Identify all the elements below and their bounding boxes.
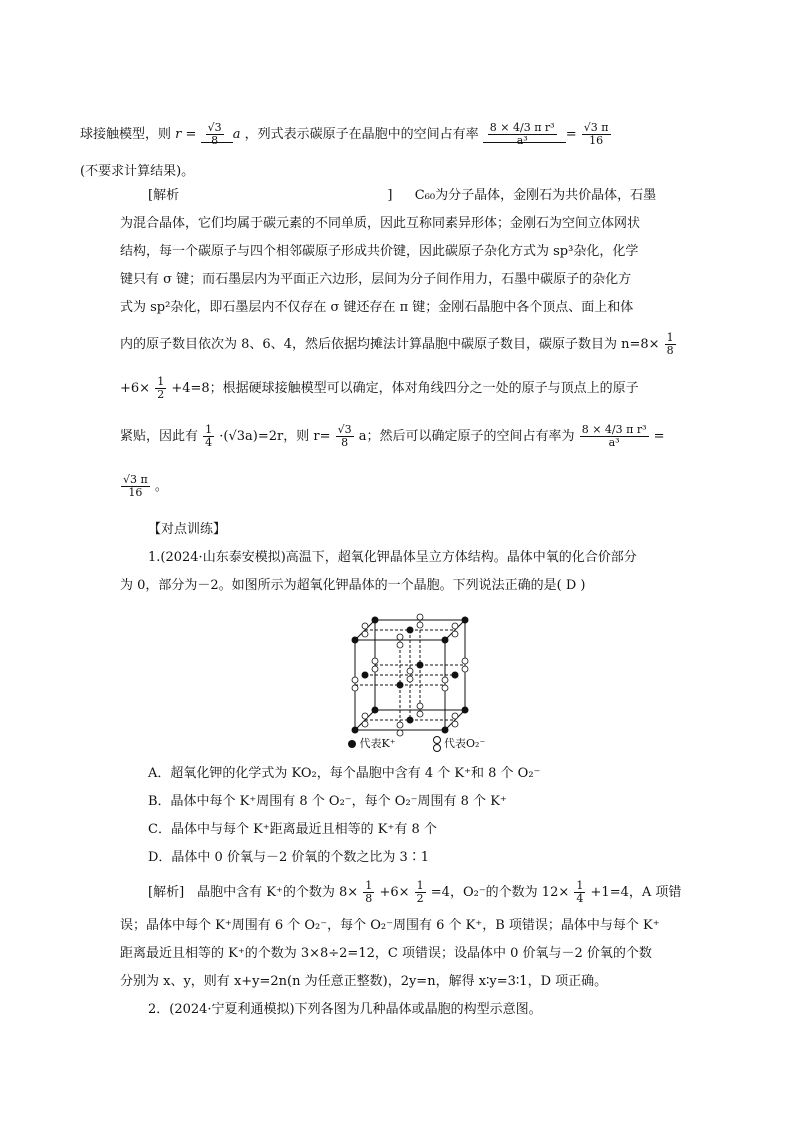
k-ion-icon [348, 740, 356, 748]
text-line: +6× $\frac{1}{2}$ +4=8；根据硬球接触模型可以确定，体对角线四分之一处的原子与顶点上的原子 [120, 375, 639, 401]
option-b: B．晶体中每个 K⁺周围有 8 个 O₂⁻，每个 O₂⁻周围有 8 个 K⁺ [148, 794, 507, 809]
analysis-line: [解析 ] C₆₀为分子晶体，金刚石为共价晶体，石墨 [148, 188, 657, 203]
text: 球接触模型，则 [80, 127, 172, 142]
text-line: 键只有 σ 键；而石墨层内为平面正六边形，层间为分子间作用力，石墨中碳原子的杂化方 [120, 272, 632, 287]
text-line: 为混合晶体，它们均属于碳元素的不同单质，因此互称同素异形体；金刚石为空间立体网状 [120, 216, 641, 231]
solution-line-1: [解析] 晶胞中含有 K⁺的个数为 8× $\frac{1}{8}$ +6× $\frac{1}{2}$ =4，O₂⁻的个数为 12× $\frac{1}{4}$ +1=4，A 项错 [148, 879, 682, 905]
question-2-stem: 2．(2024·宁夏利通模拟)下列各图为几种晶体或晶胞的构型示意图。 [148, 1002, 542, 1017]
fraction: $\frac{√3}{8}$ [207, 121, 222, 147]
option-a: A．超氧化钾的化学式为 KO₂，每个晶胞中含有 4 个 K⁺和 8 个 O₂⁻ [148, 766, 541, 781]
fraction: $\frac{√3 \pi}{16}$ [583, 121, 609, 147]
figure-legend: 代表K⁺ 代表O₂⁻ [348, 734, 485, 754]
crystal-cell-figure [340, 612, 490, 752]
text-line: (不要求计算结果)。 [80, 164, 195, 179]
text-line: 紧贴，因此有 $\frac{1}{4}$ ·(√3a)=2r，则 r= $\frac{√3}{8}$ a；然后可以确定原子的空间占有率为 $\frac{\text{8 × 4/3 π r³}}{\text{a³}}$ = [120, 423, 665, 449]
text-line: $\frac{√3 \pi}{16}$ 。 [123, 473, 168, 499]
var-r: r [175, 127, 182, 142]
option-c: C．晶体中与每个 K⁺距离最近且相等的 K⁺有 8 个 [148, 822, 437, 837]
text: = [185, 127, 197, 142]
superoxide-icon [433, 736, 441, 752]
solution-line-3: 距离最近且相等的 K⁺的个数为 3×8÷2=12，C 项错误；设晶体中 0 价氧与－2 价氧的个数 [120, 946, 652, 961]
text-line: 式为 sp²杂化，即石墨层内不仅存在 σ 键还存在 π 键；金刚石晶胞中各个顶点、面上和体 [120, 300, 634, 315]
option-d: D．晶体中 0 价氧与－2 价氧的个数之比为 3∶1 [148, 850, 430, 865]
answer-line-1: 球接触模型，则 r = $\frac{√3}{8}$ a ，列式表示碳原子在晶胞中的空间占有率 $\frac{\text{8 × 4/3 π r³}}{\text{a³}}$ = $\frac{√3 \pi}{16}$ [80, 121, 609, 147]
question-1-stem-2: 为 0，部分为－2。如图所示为超氧化钾晶体的一个晶胞。下列说法正确的是( D ) [120, 578, 586, 593]
fraction: $\frac{\text{8 × 4/3 π r³}}{\text{a³}}$ [489, 121, 555, 147]
text-line: 结构，每一个碳原子与四个相邻碳原子形成共价键，因此碳原子杂化方式为 sp³杂化，化学 [120, 244, 639, 259]
question-1-stem: 1.(2024·山东泰安模拟)高温下，超氧化钾晶体呈立方体结构。晶体中氧的化合价部分 [148, 550, 637, 565]
text: ，列式表示碳原子在晶胞中的空间占有率 [244, 127, 479, 142]
solution-line-4: 分别为 x、y，则有 x+y=2n(n 为任意正整数)，2y=n，解得 x∶y=3∶1，D 项正确。 [120, 974, 608, 989]
var-a: a [232, 127, 241, 142]
text-line: 内的原子数目依次为 8、6、4，然后依据均摊法计算晶胞中碳原子数目，碳原子数目为 n=8× $\frac{1}{8}$ [120, 331, 674, 357]
solution-line-2: 误；晶体中每个 K⁺周围有 6 个 O₂⁻，每个 O₂⁻周围有 6 个 K⁺，B 项错误；晶体中与每个 K⁺ [120, 918, 660, 933]
section-heading: 【对点训练】 [148, 522, 227, 537]
